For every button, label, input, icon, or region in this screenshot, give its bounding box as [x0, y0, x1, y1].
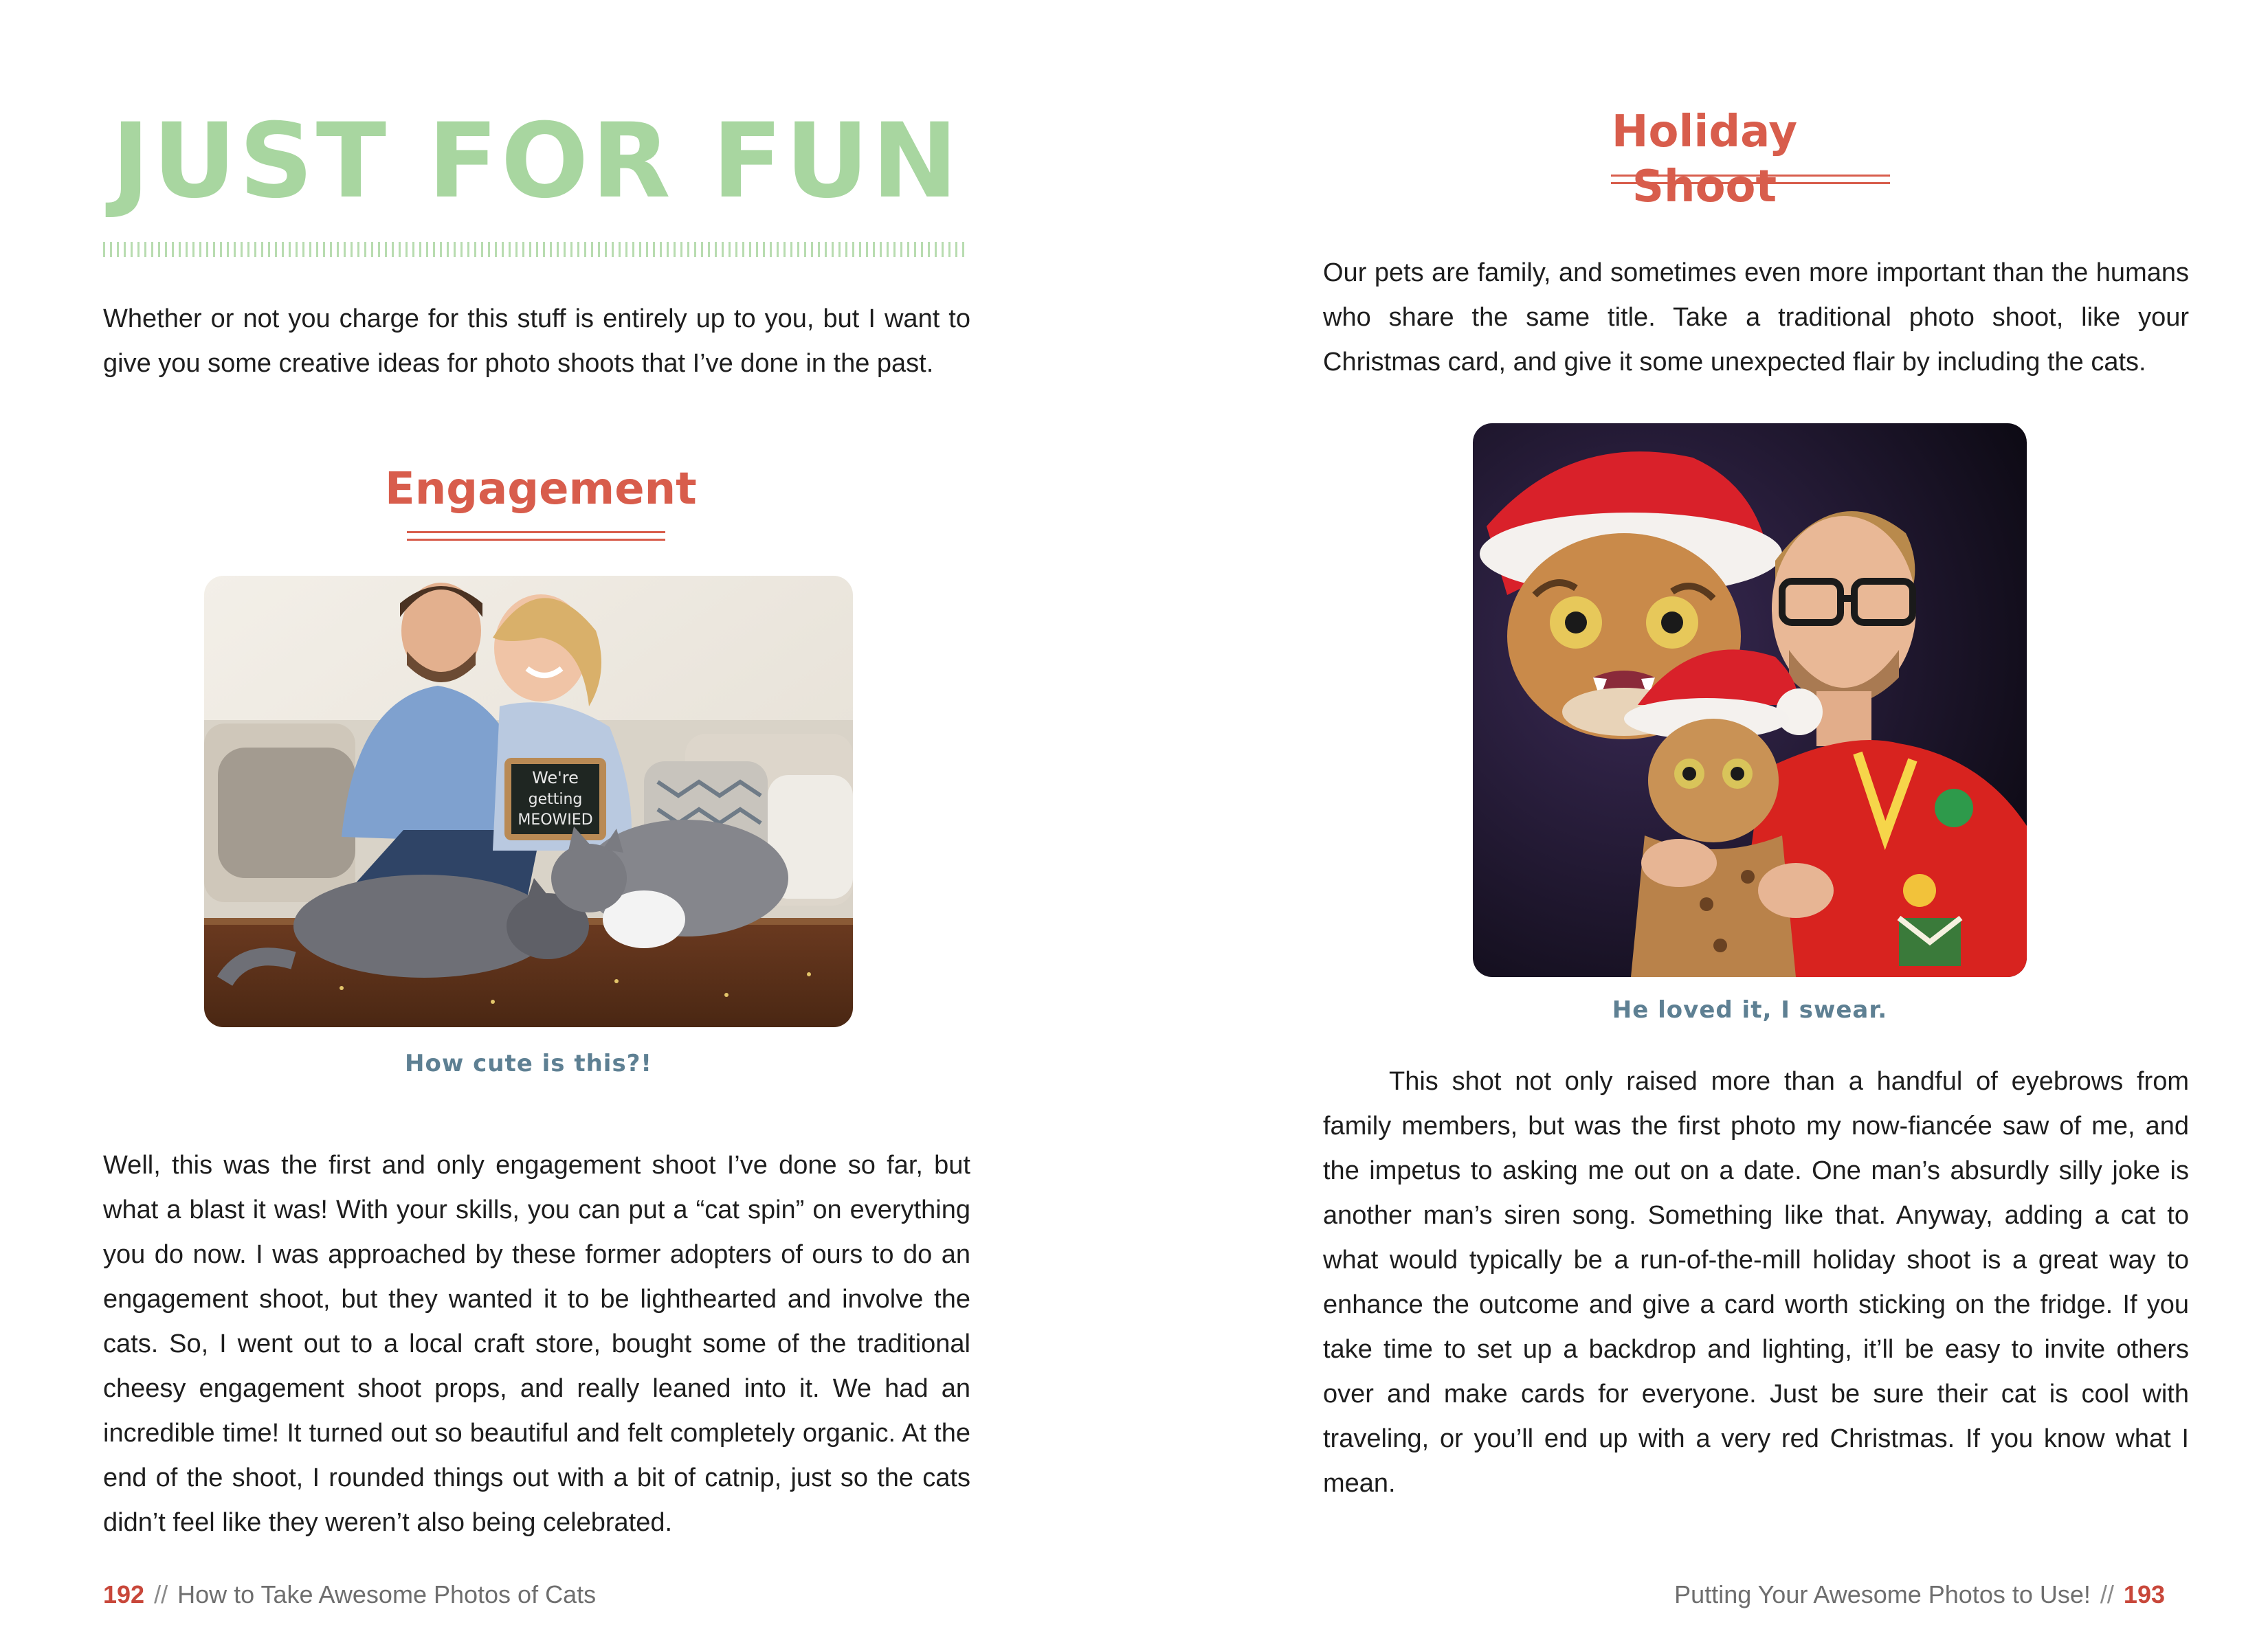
section-heading-engagement: Engagement	[385, 464, 697, 515]
left-footer-separator: //	[154, 1580, 168, 1608]
right-running-title: Putting Your Awesome Photos to Use!	[1674, 1580, 2091, 1608]
holiday-photo	[1473, 423, 2027, 977]
sign-text-line2: getting	[528, 791, 583, 808]
section-heading-holiday-shoot: Holiday Shoot	[1611, 106, 1798, 212]
engagement-photo-illustration	[204, 576, 853, 1027]
holiday-photo-caption: He loved it, I swear.	[1612, 996, 1888, 1024]
right-page	[1134, 0, 2268, 1649]
left-footer	[103, 1580, 596, 1609]
intro-paragraph: Whether or not you charge for this stuff is entirely up to you, but I want to give you some creative ideas for photo shoots that I’ve done in the past.	[103, 304, 970, 378]
engagement-heading-rule	[407, 531, 665, 541]
right-footer	[1674, 1580, 2165, 1609]
decorative-hatch-rule	[103, 242, 966, 257]
holiday-intro-paragraph: Our pets are family, and sometimes even more important than the humans who share the same title. Take a traditional photo shoot, like your Christmas card, and give it some unexpected flair by including the cats.	[1323, 258, 2189, 377]
sign-text-line3: MEOWIED	[518, 811, 593, 829]
left-page-number: 192	[103, 1580, 145, 1608]
sign-text-line1: We're	[532, 768, 579, 787]
right-page-number: 193	[2123, 1580, 2165, 1608]
engagement-photo	[204, 576, 853, 1027]
holiday-photo-illustration	[1473, 423, 2027, 977]
engagement-photo-caption: How cute is this?!	[405, 1050, 652, 1077]
right-footer-separator: //	[2100, 1580, 2114, 1608]
engagement-body-paragraph: Well, this was the first and only engagement shoot I’ve done so far, but what a blast it was! With your skills, you can put a “cat spin” on everything you do now. I was approached by these former adopters of ours to do an engagement shoot, but they wanted it to be lighthearted and involve the cats. So, I went out to a local craft store, bought some of the traditional cheesy engagement shoot props, and really leaned into it. We had an incredible time! It turned out so beautiful and felt completely organic. At the end of the shoot, I rounded things out with a bit of catnip, just so the cats didn’t feel like they weren’t also being celebrated.	[103, 1151, 970, 1537]
holiday-body-paragraph: This shot not only raised more than a handful of eyebrows from family members, but was the first photo my now-fiancée saw of me, and the impetus to asking me out on a date. One man’s absurdly silly joke is another man’s siren song. Something like that. Anyway, adding a cat to what would typically be a run-of-the-mill holiday shoot is a great way to enhance the outcome and give a card worth sticking on the fridge. If you take time to set up a backdrop and lighting, it’ll be easy to invite others over and make cards for everyone. Just be sure their cat is cool with traveling, or you’ll end up with a very red Christmas. If you know what I mean.	[1323, 1067, 2189, 1498]
holiday-heading-rule	[1611, 175, 1890, 184]
left-running-title: How to Take Awesome Photos of Cats	[177, 1580, 597, 1608]
chapter-title: JUST FOR FUN	[111, 102, 961, 221]
